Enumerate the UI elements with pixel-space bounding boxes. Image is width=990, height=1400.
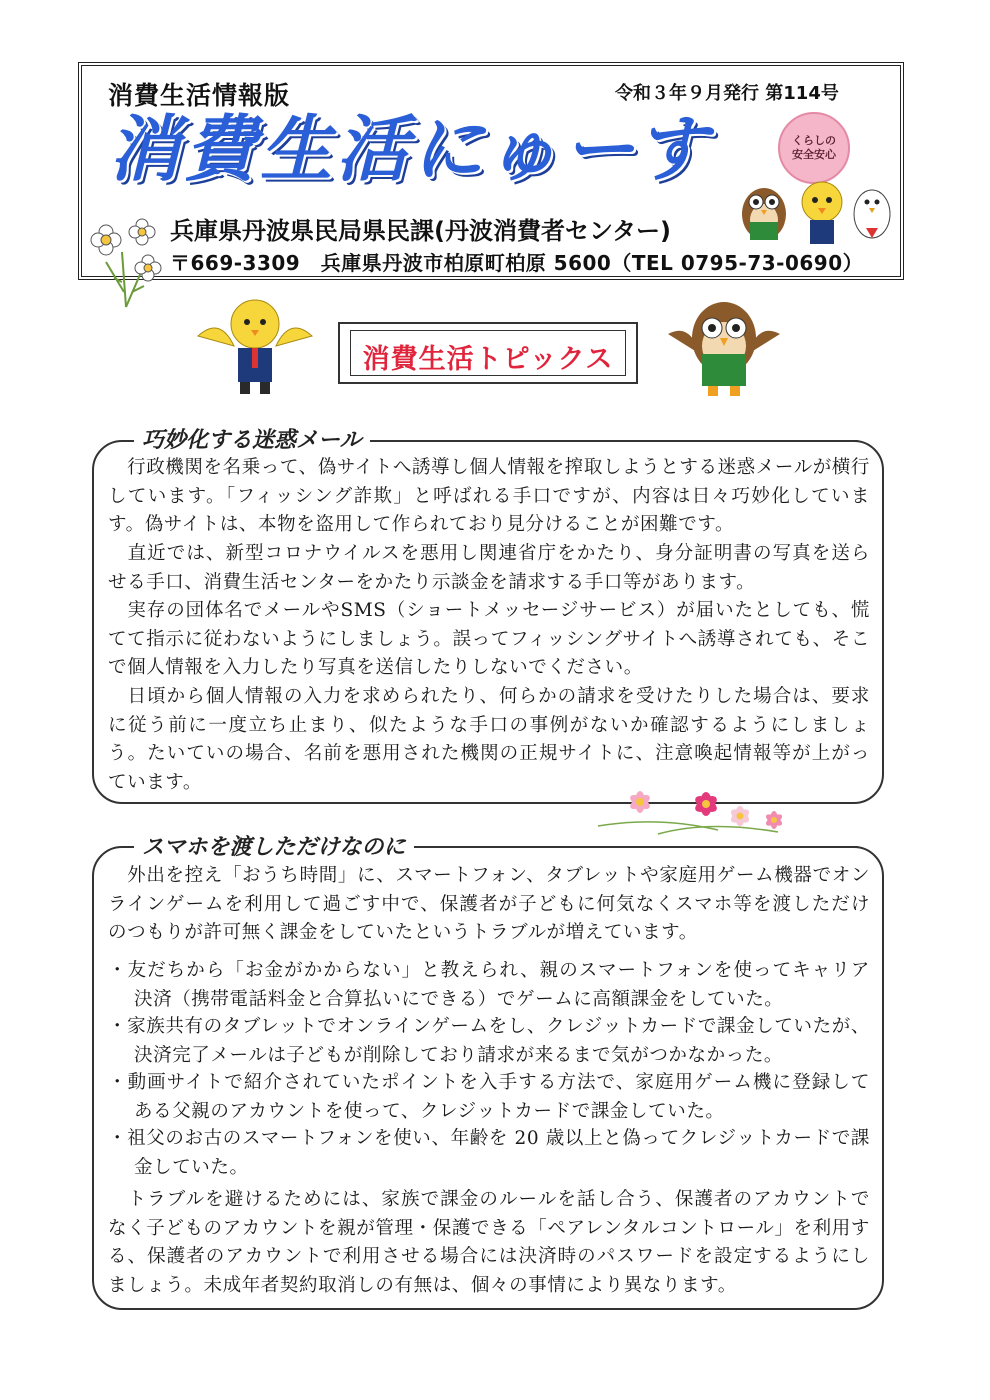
badge-line-2: 安全安心 [792, 148, 836, 161]
section-2-intro: 外出を控え「おうち時間」に、スマートフォン、タブレットや家庭用ゲーム機器でオンラインゲームを利用して過ごす中で、保護者が子どもに何気なくスマホ等を渡しただけのつもりが許可無く課金をしていたというトラブルが増えています。 [108, 865, 870, 944]
chick-mascot-illustration [190, 296, 320, 398]
section-1-paragraph: 行政機関を名乗って、偽サイトへ誘導し個人情報を搾取しようとする迷惑メールが横行しています。「フィッシング詐欺」と呼ばれる手口ですが、内容は日々巧妙化しています。偽サイトは、本物を盗用して作られており見分けることが困難です。 [108, 457, 870, 536]
flower-illustration [86, 212, 166, 312]
newsletter-subtitle: 消費生活情報版 [108, 81, 291, 110]
section-2-title: スマホを渡しただけなのに [134, 830, 414, 861]
contact-address: 〒669-3309 兵庫県丹波市柏原町柏原 5600（TEL 0795-73-0690） [170, 251, 864, 275]
section-2-bullet: ・祖父のお古のスマートフォンを使い、年齢を 20 歳以上と偽ってクレジットカードで課金していた。 [108, 1128, 870, 1178]
mascot-group-illustration [738, 170, 898, 246]
section-2-bullet: ・友だちから「お金がかからない」と教えられ、親のスマートフォンを使ってキャリア決済（携帯電話料金と合算払いにできる）でゲームに高額課金をしていた。 [108, 960, 870, 1010]
topics-banner-label: 消費生活トピックス [362, 344, 614, 375]
section-1-paragraph: 直近では、新型コロナウイルスを悪用し関連省庁をかたり、身分証明書の写真を送らせる手口、消費生活センターをかたり示談金を請求する手口等があります。 [108, 543, 870, 593]
issue-info: 令和３年９月発行 第114号 [615, 83, 839, 104]
badge-line-1: くらしの [792, 134, 836, 147]
cosmos-flowers-illustration [598, 786, 798, 842]
section-1-title: 巧妙化する迷惑メール [134, 423, 370, 454]
section-1-paragraph: 実存の団体名でメールやSMS（ショートメッセージサービス）が届いたとしても、慌てて指示に従わないようにしましょう。誤ってフィッシングサイトへ誘導されても、そこで個人情報を入力したり写真を送信したりしないでください。 [108, 600, 870, 679]
section-2-bullet: ・家族共有のタブレットでオンラインゲームをし、クレジットカードで課金していたが、決済完了メールは子どもが削除しており請求が来るまで気がつかなかった。 [108, 1016, 870, 1066]
organization-name: 兵庫県丹波県民局県民課(丹波消費者センター) [170, 217, 671, 245]
section-1-paragraph: 日頃から個人情報の入力を求められたり、何らかの請求を受けたりした場合は、要求に従う前に一度立ち止まり、似たような手口の事例がないか確認するようにしましょう。たいていの場合、名前を悪用された機関の正規サイトに、注意喚起情報等が上がっています。 [108, 686, 870, 793]
owl-mascot-illustration [662, 292, 786, 402]
page-title: 消費生活にゅーす [108, 107, 711, 191]
section-2-rule [440, 846, 858, 848]
section-2-closing: トラブルを避けるためには、家族で課金のルールを話し合う、保護者のアカウントでなく子どものアカウントを親が管理・保護できる「ペアレンタルコントロール」を利用する、保護者のアカウントで利用させる場合には決済時のパスワードを設定するようにしましょう。未成年者契約取消しの有無は、個々の事情により異なります。 [108, 1189, 870, 1296]
section-2-bullet: ・動画サイトで紹介されていたポイントを入手する方法で、家庭用ゲーム機に登録してある父親のアカウントを使って、クレジットカードで課金していた。 [108, 1072, 870, 1122]
section-1-rule [398, 440, 858, 442]
